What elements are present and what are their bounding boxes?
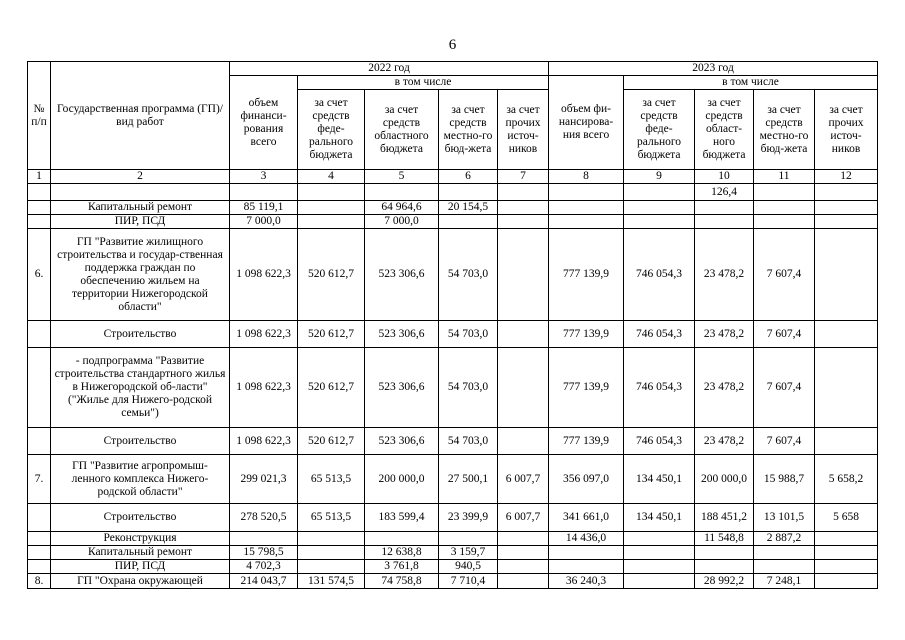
col-index: 8 (549, 170, 624, 184)
value-cell (365, 184, 439, 201)
value-cell (498, 574, 549, 589)
value-cell (298, 532, 365, 546)
value-cell: 1 098 622,3 (230, 428, 298, 455)
col-index: 7 (498, 170, 549, 184)
value-cell: 520 612,7 (298, 321, 365, 348)
value-cell: 85 119,1 (230, 201, 298, 215)
row-name: - подпрограмма "Развитие строительства стандартного жилья в Нижегородской об-ласти" ("Жилье для Нижего-родской семьи") (51, 348, 230, 428)
row-number (28, 201, 51, 215)
value-cell: 134 450,1 (624, 455, 695, 504)
table-row (28, 455, 878, 504)
value-cell: 20 154,5 (439, 201, 498, 215)
value-cell (754, 560, 815, 574)
value-cell (498, 428, 549, 455)
value-cell: 54 703,0 (439, 428, 498, 455)
value-cell: 65 513,5 (298, 455, 365, 504)
value-cell: 214 043,7 (230, 574, 298, 589)
header-incl-2022: в том числе (298, 76, 549, 90)
row-number (28, 184, 51, 201)
value-cell: 5 658 (815, 504, 878, 532)
value-cell: 23 478,2 (695, 321, 754, 348)
header-total-2023: объем фи-нансирова-ния всего (549, 76, 624, 170)
header-fed-2023: за счет средств феде-рального бюджета (624, 90, 695, 170)
value-cell: 188 451,2 (695, 504, 754, 532)
value-cell (754, 201, 815, 215)
table-row (28, 229, 878, 321)
value-cell: 36 240,3 (549, 574, 624, 589)
value-cell: 1 098 622,3 (230, 348, 298, 428)
header-total-2022: объем финанси-рования всего (230, 76, 298, 170)
value-cell: 12 638,8 (365, 546, 439, 560)
row-number (28, 532, 51, 546)
value-cell: 74 758,8 (365, 574, 439, 589)
table-row (28, 504, 878, 532)
value-cell: 777 139,9 (549, 428, 624, 455)
value-cell: 13 101,5 (754, 504, 815, 532)
row-number: 7. (28, 455, 51, 504)
value-cell (815, 229, 878, 321)
value-cell: 7 248,1 (754, 574, 815, 589)
value-cell (230, 532, 298, 546)
value-cell (695, 560, 754, 574)
value-cell (498, 201, 549, 215)
value-cell (815, 532, 878, 546)
value-cell: 3 761,8 (365, 560, 439, 574)
column-index-row (28, 170, 878, 184)
value-cell: 520 612,7 (298, 428, 365, 455)
value-cell (624, 201, 695, 215)
value-cell (498, 215, 549, 229)
value-cell (754, 215, 815, 229)
header-year-2022: 2022 год (230, 62, 549, 76)
value-cell: 15 988,7 (754, 455, 815, 504)
header-oth-2022: за счет прочих источ-ников (498, 90, 549, 170)
value-cell: 14 436,0 (549, 532, 624, 546)
value-cell (498, 321, 549, 348)
value-cell: 2 887,2 (754, 532, 815, 546)
value-cell (624, 532, 695, 546)
value-cell: 134 450,1 (624, 504, 695, 532)
value-cell: 7 607,4 (754, 229, 815, 321)
row-name: Реконструкция (51, 532, 230, 546)
row-name: ГП "Развитие агропромыш-ленного комплекса Нижего-родской области" (51, 455, 230, 504)
value-cell: 200 000,0 (365, 455, 439, 504)
value-cell: 15 798,5 (230, 546, 298, 560)
value-cell: 520 612,7 (298, 348, 365, 428)
value-cell: 7 607,4 (754, 428, 815, 455)
value-cell (549, 546, 624, 560)
table-row (28, 532, 878, 546)
table-row (28, 321, 878, 348)
value-cell (815, 560, 878, 574)
row-number: 6. (28, 229, 51, 321)
value-cell (298, 184, 365, 201)
value-cell: 11 548,8 (695, 532, 754, 546)
row-number (28, 560, 51, 574)
row-number (28, 215, 51, 229)
header-oth-2023: за счет прочих источ-ников (815, 90, 878, 170)
header-year-2023: 2023 год (549, 62, 878, 76)
table-row (28, 348, 878, 428)
value-cell (815, 201, 878, 215)
col-index: 11 (754, 170, 815, 184)
row-number (28, 546, 51, 560)
value-cell: 23 399,9 (439, 504, 498, 532)
row-name: Капитальный ремонт (51, 546, 230, 560)
value-cell: 299 021,3 (230, 455, 298, 504)
value-cell (498, 348, 549, 428)
value-cell: 1 098 622,3 (230, 229, 298, 321)
header-reg-2023: за счет средств област-ного бюджета (695, 90, 754, 170)
value-cell (695, 201, 754, 215)
table-row (28, 184, 878, 201)
value-cell: 28 992,2 (695, 574, 754, 589)
funding-table (27, 61, 878, 589)
row-number (28, 504, 51, 532)
value-cell: 6 007,7 (498, 455, 549, 504)
value-cell: 3 159,7 (439, 546, 498, 560)
col-index: 6 (439, 170, 498, 184)
value-cell (815, 184, 878, 201)
value-cell: 6 007,7 (498, 504, 549, 532)
row-name: Строительство (51, 428, 230, 455)
table-row (28, 560, 878, 574)
value-cell: 777 139,9 (549, 321, 624, 348)
value-cell: 7 710,4 (439, 574, 498, 589)
value-cell (439, 215, 498, 229)
row-number: 8. (28, 574, 51, 589)
value-cell (695, 215, 754, 229)
value-cell: 746 054,3 (624, 348, 695, 428)
value-cell (815, 428, 878, 455)
value-cell: 356 097,0 (549, 455, 624, 504)
header-loc-2022: за счет средств местно-го бюд-жета (439, 90, 498, 170)
header-loc-2023: за счет средств местно-го бюд-жета (754, 90, 815, 170)
row-name: ГП "Развитие жилищного строительства и государ-ственная поддержка граждан по обеспечению жильем на территории Нижегородской области" (51, 229, 230, 321)
value-cell: 5 658,2 (815, 455, 878, 504)
value-cell (498, 560, 549, 574)
value-cell: 7 607,4 (754, 321, 815, 348)
value-cell: 7 000,0 (230, 215, 298, 229)
value-cell (624, 546, 695, 560)
value-cell (754, 546, 815, 560)
col-index: 12 (815, 170, 878, 184)
value-cell (365, 532, 439, 546)
value-cell (298, 215, 365, 229)
value-cell (815, 574, 878, 589)
value-cell: 200 000,0 (695, 455, 754, 504)
value-cell: 278 520,5 (230, 504, 298, 532)
table-row (28, 546, 878, 560)
row-name: ПИР, ПСД (51, 215, 230, 229)
value-cell (624, 215, 695, 229)
value-cell (549, 201, 624, 215)
header-incl-2023: в том числе (624, 76, 878, 90)
value-cell: 523 306,6 (365, 321, 439, 348)
value-cell (498, 184, 549, 201)
row-name: ПИР, ПСД (51, 560, 230, 574)
value-cell: 54 703,0 (439, 348, 498, 428)
value-cell: 523 306,6 (365, 229, 439, 321)
header-program: Государственная программа (ГП)/ вид работ (51, 62, 230, 170)
value-cell: 7 607,4 (754, 348, 815, 428)
value-cell (498, 229, 549, 321)
col-index: 5 (365, 170, 439, 184)
value-cell (298, 560, 365, 574)
value-cell: 65 513,5 (298, 504, 365, 532)
value-cell: 520 612,7 (298, 229, 365, 321)
value-cell: 746 054,3 (624, 428, 695, 455)
value-cell: 183 599,4 (365, 504, 439, 532)
row-name: Строительство (51, 504, 230, 532)
row-number (28, 348, 51, 428)
col-index: 2 (51, 170, 230, 184)
value-cell (498, 532, 549, 546)
value-cell (298, 546, 365, 560)
row-name: ГП "Охрана окружающей (51, 574, 230, 589)
value-cell: 1 098 622,3 (230, 321, 298, 348)
value-cell (754, 184, 815, 201)
row-name (51, 184, 230, 201)
value-cell (815, 215, 878, 229)
table-row (28, 215, 878, 229)
row-number (28, 428, 51, 455)
value-cell (815, 546, 878, 560)
value-cell: 341 661,0 (549, 504, 624, 532)
col-index: 1 (28, 170, 51, 184)
value-cell (230, 184, 298, 201)
value-cell (549, 560, 624, 574)
value-cell: 940,5 (439, 560, 498, 574)
value-cell (298, 201, 365, 215)
value-cell: 27 500,1 (439, 455, 498, 504)
value-cell (695, 546, 754, 560)
value-cell: 523 306,6 (365, 428, 439, 455)
value-cell: 746 054,3 (624, 229, 695, 321)
value-cell: 4 702,3 (230, 560, 298, 574)
col-index: 9 (624, 170, 695, 184)
value-cell: 746 054,3 (624, 321, 695, 348)
table-row (28, 574, 878, 589)
value-cell: 23 478,2 (695, 428, 754, 455)
value-cell (549, 215, 624, 229)
row-number (28, 321, 51, 348)
table-row (28, 428, 878, 455)
row-name: Капитальный ремонт (51, 201, 230, 215)
value-cell (624, 184, 695, 201)
value-cell (815, 321, 878, 348)
value-cell (624, 560, 695, 574)
value-cell (624, 574, 695, 589)
value-cell (439, 184, 498, 201)
value-cell: 131 574,5 (298, 574, 365, 589)
value-cell: 64 964,6 (365, 201, 439, 215)
page-number: 6 (448, 37, 457, 53)
value-cell: 7 000,0 (365, 215, 439, 229)
value-cell: 126,4 (695, 184, 754, 201)
col-index: 3 (230, 170, 298, 184)
table-row (28, 201, 878, 215)
value-cell (549, 184, 624, 201)
row-name: Строительство (51, 321, 230, 348)
value-cell: 23 478,2 (695, 229, 754, 321)
value-cell: 54 703,0 (439, 321, 498, 348)
value-cell: 777 139,9 (549, 229, 624, 321)
value-cell: 23 478,2 (695, 348, 754, 428)
value-cell: 523 306,6 (365, 348, 439, 428)
value-cell: 54 703,0 (439, 229, 498, 321)
value-cell: 777 139,9 (549, 348, 624, 428)
header-num: № п/п (28, 62, 51, 170)
col-index: 10 (695, 170, 754, 184)
value-cell (439, 532, 498, 546)
value-cell (815, 348, 878, 428)
header-fed-2022: за счет средств феде-рального бюджета (298, 90, 365, 170)
col-index: 4 (298, 170, 365, 184)
header-reg-2022: за счет средств областного бюджета (365, 90, 439, 170)
value-cell (498, 546, 549, 560)
